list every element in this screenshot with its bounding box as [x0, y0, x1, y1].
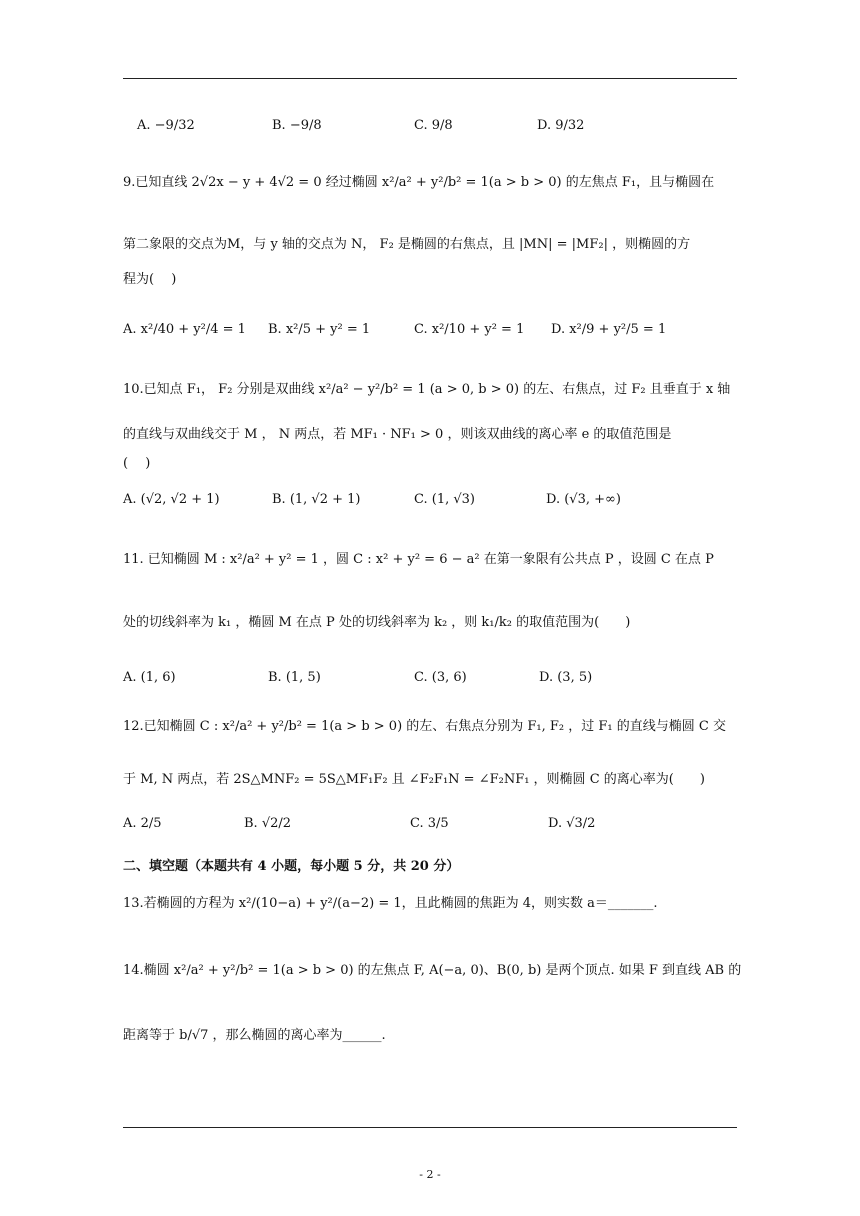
q9-option-c: C. x²/10 + y² = 1 [414, 322, 525, 337]
q9-line1: 9.已知直线 2√2x − y + 4√2 = 0 经过椭圆 x²/a² + y²/b² = 1(a > b > 0) 的左焦点 F₁，且与椭圆在 [123, 175, 715, 190]
q10-line3: ( ) [123, 456, 151, 471]
q12-option-c: C. 3/5 [410, 816, 449, 831]
q9-option-a: A. x²/40 + y²/4 = 1 [123, 322, 246, 337]
q8-option-b: B. −9/8 [272, 118, 322, 133]
q14-line1: 14.椭圆 x²/a² + y²/b² = 1(a > b > 0) 的左焦点 F, A(−a, 0)、B(0, b) 是两个顶点. 如果 F 到直线 AB 的 [123, 963, 742, 978]
footer-rule [123, 1127, 737, 1128]
q11-line2: 处的切线斜率为 k₁ ，椭圆 M 在点 P 处的切线斜率为 k₂ ，则 k₁/k₂ 的取值范围为( ) [123, 615, 631, 630]
q10-option-b: B. (1, √2 + 1) [272, 492, 361, 507]
q12-line1: 12.已知椭圆 C : x²/a² + y²/b² = 1(a > b > 0) 的左、右焦点分别为 F₁, F₂ ，过 F₁ 的直线与椭圆 C 交 [123, 719, 726, 734]
q11-option-c: C. (3, 6) [414, 670, 467, 685]
q11-option-b: B. (1, 5) [268, 670, 321, 685]
q9-line3: 程为( ) [123, 272, 177, 287]
q10-option-a: A. (√2, √2 + 1) [123, 492, 220, 507]
q12-line2: 于 M, N 两点，若 2S△MNF₂ = 5S△MF₁F₂ 且 ∠F₂F₁N = ∠F₂NF₁ ，则椭圆 C 的离心率为( ) [123, 772, 705, 787]
q8-option-a: A. −9/32 [137, 118, 195, 133]
q10-line1: 10.已知点 F₁， F₂ 分别是双曲线 x²/a² − y²/b² = 1 (a > 0, b > 0) 的左、右焦点，过 F₂ 且垂直于 x 轴 [123, 382, 731, 397]
q12-option-b: B. √2/2 [244, 816, 292, 831]
q10-option-d: D. (√3, +∞) [546, 492, 621, 507]
q11-line1: 11. 已知椭圆 M : x²/a² + y² = 1 ，圆 C : x² + y² = 6 − a² 在第一象限有公共点 P ，设圆 C 在点 P [123, 552, 714, 567]
q12-option-d: D. √3/2 [548, 816, 596, 831]
page-number: - 2 - [419, 1168, 441, 1181]
q14-line2: 距离等于 b/√7 ，那么椭圆的离心率为______. [123, 1028, 386, 1043]
q11-option-a: A. (1, 6) [123, 670, 176, 685]
section-heading: 二、填空题（本题共有 4 小题，每小题 5 分，共 20 分） [123, 859, 460, 874]
q9-line2: 第二象限的交点为M，与 y 轴的交点为 N， F₂ 是椭圆的右焦点，且 |MN| = |MF₂| ，则椭圆的方 [123, 237, 691, 252]
header-rule [123, 78, 737, 79]
q11-option-d: D. (3, 5) [539, 670, 593, 685]
q9-option-d: D. x²/9 + y²/5 = 1 [551, 322, 667, 337]
q10-line2: 的直线与双曲线交于 M ， N 两点，若 MF₁ · NF₁ > 0 ，则该双曲线的离心率 e 的取值范围是 [123, 427, 672, 442]
q10-option-c: C. (1, √3) [414, 492, 475, 507]
q9-option-b: B. x²/5 + y² = 1 [268, 322, 371, 337]
q8-option-d: D. 9/32 [537, 118, 585, 133]
q13-line1: 13.若椭圆的方程为 x²/(10−a) + y²/(a−2) = 1，且此椭圆的焦距为 4，则实数 a＝_______. [123, 896, 658, 911]
q12-option-a: A. 2/5 [123, 816, 162, 831]
q8-option-c: C. 9/8 [414, 118, 453, 133]
